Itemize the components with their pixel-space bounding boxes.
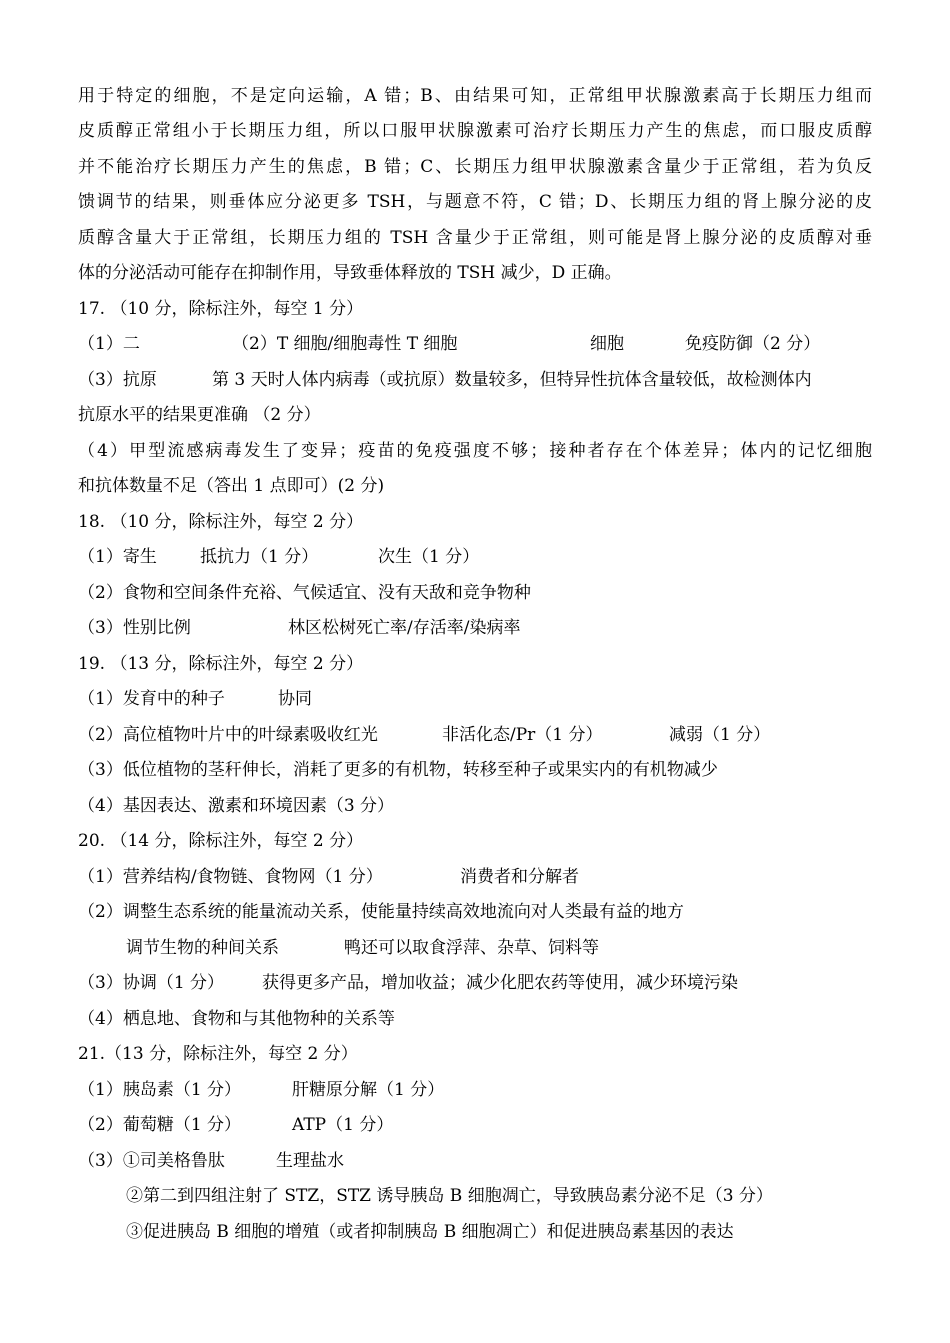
answer-21-3: （3）①司美格鲁肽 xyxy=(78,1151,225,1171)
answer-17-4b: 和抗体数量不足（答出 1 点即可）(2 分) xyxy=(78,476,385,496)
answer-17-2b: 细胞 xyxy=(590,334,624,354)
answer-18-2: （2）食物和空间条件充裕、气候适宜、没有天敌和竞争物种 xyxy=(78,583,531,603)
answer-17-2c: 免疫防御（2 分） xyxy=(685,334,821,354)
answer-19-2-row xyxy=(78,717,872,753)
answer-18-1: （1）寄生 xyxy=(78,547,157,567)
answer-21-1b: 肝糖原分解（1 分） xyxy=(292,1080,445,1100)
answer-20-1-row xyxy=(78,859,872,895)
answer-21-2-row xyxy=(78,1107,872,1143)
answer-18-3: （3）性别比例 xyxy=(78,618,191,638)
paragraph-line: 并不能治疗长期压力产生的焦虑，B 错；C、长期压力组甲状腺激素含量少于正常组，若为负反 xyxy=(78,157,872,177)
answer-20-1: （1）营养结构/食物链、食物网（1 分） xyxy=(78,867,383,887)
answer-21-1-row xyxy=(78,1072,872,1108)
answer-20-2b: 调节生物的种间关系 xyxy=(126,938,279,958)
answer-19-3: （3）低位植物的茎秆伸长，消耗了更多的有机物，转移至种子或果实内的有机物减少 xyxy=(78,760,718,780)
answer-21-1: （1）胰岛素（1 分） xyxy=(78,1080,242,1100)
answer-19-2c: 减弱（1 分） xyxy=(669,725,771,745)
answer-19-1b: 协同 xyxy=(278,689,312,709)
paragraph-line: 皮质醇正常组小于长期压力组，所以口服甲状腺激素可治疗长期压力产生的焦虑，而口服皮质醇 xyxy=(78,121,872,141)
answer-21-3-row xyxy=(78,1143,872,1179)
answer-17-1-row xyxy=(78,326,872,362)
answer-21-3d: ③促进胰岛 B 细胞的增殖（或者抑制胰岛 B 细胞凋亡）和促进胰岛素基因的表达 xyxy=(126,1222,734,1242)
answer-20-1b: 消费者和分解者 xyxy=(460,867,579,887)
question-18-header: 18. （10 分，除标注外，每空 2 分） xyxy=(78,512,364,532)
question-21-header: 21.（13 分，除标注外，每空 2 分） xyxy=(78,1044,358,1064)
answer-19-1-row xyxy=(78,681,872,717)
question-20-header: 20. （14 分，除标注外，每空 2 分） xyxy=(78,831,364,851)
question-19-header: 19. （13 分，除标注外，每空 2 分） xyxy=(78,654,364,674)
answer-18-1c: 次生（1 分） xyxy=(378,547,480,567)
answer-17-1: （1）二 xyxy=(78,334,140,354)
answer-20-3-row xyxy=(78,965,872,1001)
question-17-header: 17. （10 分，除标注外，每空 1 分） xyxy=(78,299,364,319)
answer-17-3b: 第 3 天时人体内病毒（或抗原）数量较多，但特异性抗体含量较低，故检测体内 xyxy=(212,370,812,390)
answer-17-2: （2）T 细胞/细胞毒性 T 细胞 xyxy=(232,334,458,354)
answer-19-4: （4）基因表达、激素和环境因素（3 分） xyxy=(78,796,395,816)
paragraph-line: 馈调节的结果，则垂体应分泌更多 TSH，与题意不符，C 错；D、长期压力组的肾上腺分泌的皮 xyxy=(78,192,872,212)
answer-21-3b: 生理盐水 xyxy=(276,1151,344,1171)
answer-21-3c: ②第二到四组注射了 STZ，STZ 诱导胰岛 B 细胞凋亡，导致胰岛素分泌不足（3 分） xyxy=(126,1186,773,1206)
answer-21-3-row2 xyxy=(78,1178,872,1214)
answer-17-3c: 抗原水平的结果更准确 （2 分） xyxy=(78,405,321,425)
answer-17-4: （4）甲型流感病毒发生了变异；疫苗的免疫强度不够；接种者存在个体差异；体内的记忆细胞 xyxy=(78,441,872,461)
answer-19-2: （2）高位植物叶片中的叶绿素吸收红光 xyxy=(78,725,378,745)
answer-20-3: （3）协调（1 分） xyxy=(78,973,225,993)
answer-20-3b: 获得更多产品，增加收益；减少化肥农药等使用，减少环境污染 xyxy=(262,973,738,993)
paragraph-line: 体的分泌活动可能存在抑制作用，导致垂体释放的 TSH 减少，D 正确。 xyxy=(78,263,622,283)
paragraph-line: 用于特定的细胞，不是定向运输，A 错；B、由结果可知，正常组甲状腺激素高于长期压力组而 xyxy=(78,86,872,106)
answer-20-2-row xyxy=(78,930,872,966)
answer-18-1b: 抵抗力（1 分） xyxy=(200,547,319,567)
answer-17-3-row xyxy=(78,362,872,398)
answer-20-2c: 鸭还可以取食浮萍、杂草、饲料等 xyxy=(344,938,599,958)
answer-18-3-row xyxy=(78,610,872,646)
answer-19-2b: 非活化态/Pr（1 分） xyxy=(442,725,603,745)
answer-20-4: （4）栖息地、食物和与其他物种的关系等 xyxy=(78,1009,395,1029)
answer-18-1-row xyxy=(78,539,872,575)
paragraph-line: 质醇含量大于正常组，长期压力组的 TSH 含量少于正常组，则可能是肾上腺分泌的皮质醇对垂 xyxy=(78,228,872,248)
answer-21-2: （2）葡萄糖（1 分） xyxy=(78,1115,242,1135)
answer-18-3b: 林区松树死亡率/存活率/染病率 xyxy=(288,618,521,638)
answer-17-3: （3）抗原 xyxy=(78,370,157,390)
answer-19-1: （1）发育中的种子 xyxy=(78,689,225,709)
answer-21-3-row3 xyxy=(78,1214,872,1250)
answer-21-2b: ATP（1 分） xyxy=(292,1115,394,1135)
answer-20-2: （2）调整生态系统的能量流动关系，使能量持续高效地流向对人类最有益的地方 xyxy=(78,902,684,922)
